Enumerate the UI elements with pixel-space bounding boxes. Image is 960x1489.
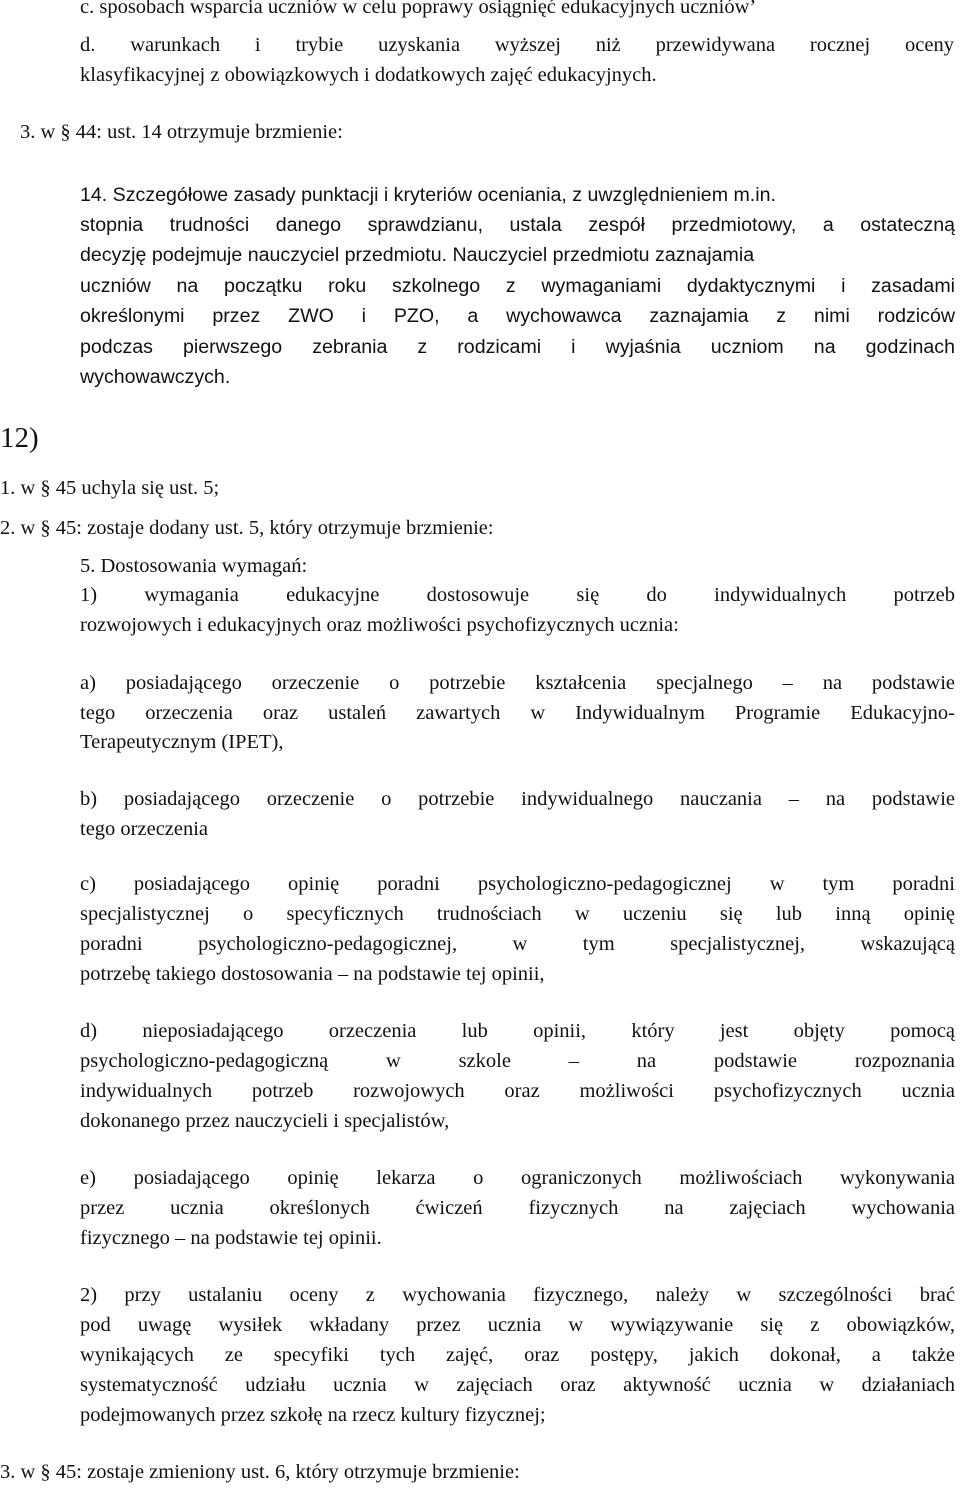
pa-line: a) posiadającego orzeczenie o potrzebie kształcenia specjalnego – na podstawie	[80, 672, 955, 694]
p1-line: rozwojowych i edukacyjnych oraz możliwości psychofizycznych ucznia:	[80, 614, 679, 636]
ust14-line: stopnia trudności danego sprawdzianu, ustala zespół przedmiotowy, a ostateczną	[80, 214, 955, 236]
ust14-line: podczas pierwszego zebrania z rodzicami i wyjaśnia uczniom na godzinach	[80, 336, 955, 358]
pa-line: Terapeutycznym (IPET),	[80, 731, 284, 753]
ust14-line: decyzję podejmuje nauczyciel przedmiotu. Nauczyciel przedmiotu zaznajamia	[80, 244, 755, 266]
p2-line: podejmowanych przez szkołę na rzecz kultury fizycznej;	[80, 1404, 546, 1426]
pa-line: tego orzeczenia oraz ustaleń zawartych w Indywidualnym Programie Edukacyjno-	[80, 702, 955, 724]
p2-line: 2) przy ustalaniu oceny z wychowania fizycznego, należy w szczególności brać	[80, 1284, 955, 1306]
p1-line: 1) wymagania edukacyjne dostosowuje się do indywidualnych potrzeb	[80, 584, 955, 606]
p2-line: wynikających ze specyfiki tych zajęć, oraz postępy, jakich dokonał, a także	[80, 1344, 955, 1366]
item-2: 2. w § 45: zostaje dodany ust. 5, który otrzymuje brzmienie:	[0, 517, 494, 539]
ust14-line: określonymi przez ZWO i PZO, a wychowawca zaznajamia z nimi rodziców	[80, 305, 955, 327]
pc-line: c) posiadającego opinię poradni psychologiczno-pedagogicznej w tym poradni	[80, 873, 955, 895]
pe-line: e) posiadającego opinię lekarza o ograniczonych możliwościach wykonywania	[80, 1167, 955, 1189]
pc-line: poradni psychologiczno-pedagogicznej, w tym specjalistycznej, wskazującą	[80, 933, 955, 955]
item-1: 1. w § 45 uchyla się ust. 5;	[0, 477, 220, 499]
line-sposobach: c. sposobach wsparcia uczniów w celu poprawy osiągnięć edukacyjnych uczniów’	[80, 0, 757, 18]
p2-line: pod uwagę wysiłek wkładany przez ucznia w wywiązywanie się z obowiązków,	[80, 1314, 955, 1336]
pd-line: indywidualnych potrzeb rozwojowych oraz możliwości psychofizycznych ucznia	[80, 1080, 955, 1102]
pb-line: b) posiadającego orzeczenie o potrzebie indywidualnego nauczania – na podstawie	[80, 788, 955, 810]
pb-line: tego orzeczenia	[80, 818, 209, 840]
line-warunkach-1: d. warunkach i trybie uzyskania wyższej niż przewidywana rocznej oceny	[80, 34, 954, 56]
ust14-line: uczniów na początku roku szkolnego z wymaganiami dydaktycznymi i zasadami	[80, 275, 955, 297]
section-marker: 12)	[0, 422, 39, 454]
item-3: 3. w § 45: zostaje zmieniony ust. 6, który otrzymuje brzmienie:	[0, 1461, 520, 1483]
pc-line: potrzebę takiego dostosowania – na podstawie tej opinii,	[80, 963, 545, 985]
pd-line: psychologiczno-pedagogiczną w szkole – na podstawie rozpoznania	[80, 1050, 955, 1072]
point-3-heading: 3. w § 44: ust. 14 otrzymuje brzmienie:	[20, 121, 343, 143]
ust14-line: 14. Szczegółowe zasady punktacji i kryteriów oceniania, z uwzględnieniem m.in.	[80, 184, 776, 206]
line-warunkach-2: klasyfikacyjnej z obowiązkowych i dodatkowych zajęć edukacyjnych.	[80, 64, 657, 86]
p2-line: systematyczność udziału ucznia w zajęciach oraz aktywność ucznia w działaniach	[80, 1374, 955, 1396]
ust14-line: wychowawczych.	[80, 366, 231, 388]
ust5-title: 5. Dostosowania wymagań:	[80, 555, 308, 577]
pd-line: dokonanego przez nauczycieli i specjalistów,	[80, 1110, 450, 1132]
pe-line: przez ucznia określonych ćwiczeń fizycznych na zajęciach wychowania	[80, 1197, 955, 1219]
pc-line: specjalistycznej o specyficznych trudnościach w uczeniu się lub inną opinię	[80, 903, 955, 925]
pd-line: d) nieposiadającego orzeczenia lub opinii, który jest objęty pomocą	[80, 1020, 955, 1042]
pe-line: fizycznego – na podstawie tej opinii.	[80, 1227, 382, 1249]
